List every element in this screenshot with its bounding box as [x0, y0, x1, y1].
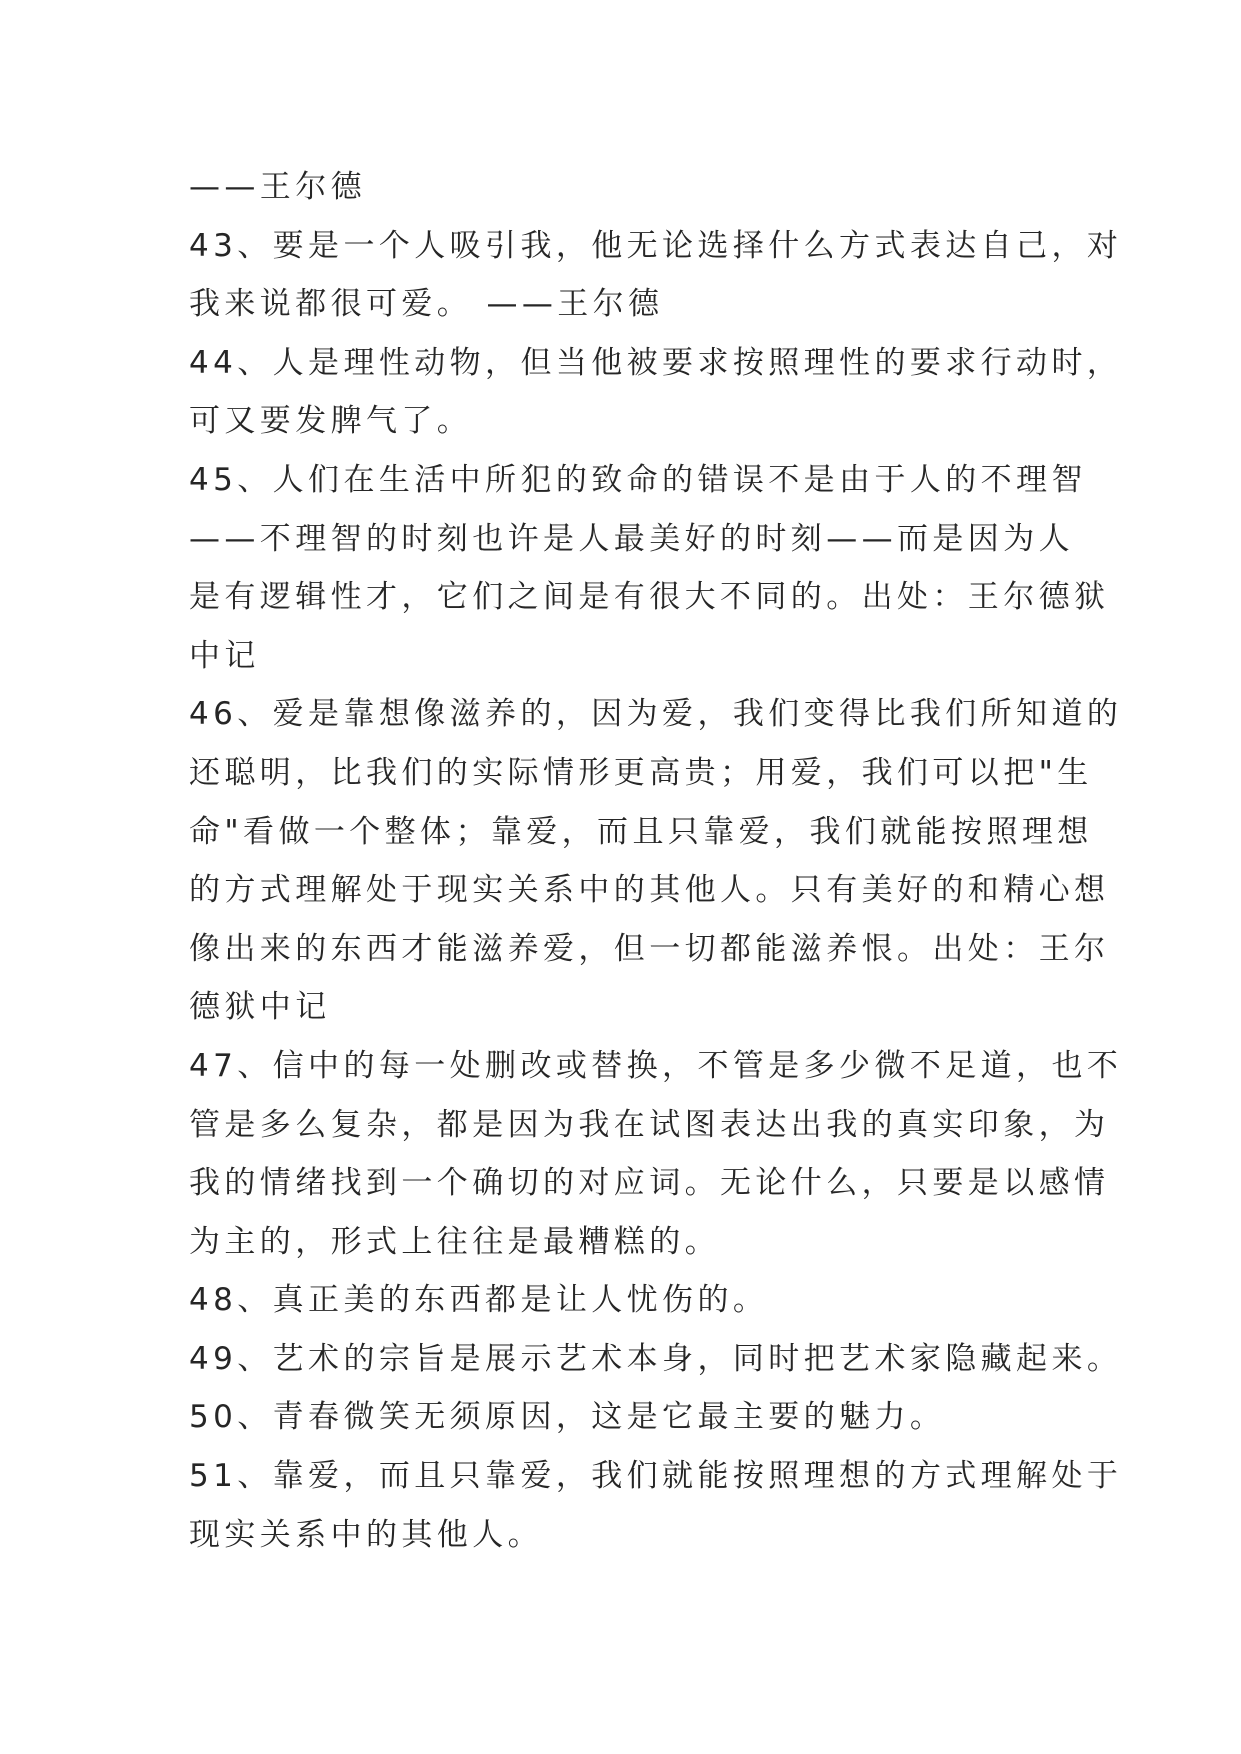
text-line-quote-46: 46、爱是靠想像滋养的，因为爱，我们变得比我们所知道的: [189, 696, 1123, 733]
text-line-attribution: ——王尔德: [189, 169, 366, 205]
text-line: 可又要发脾气了。: [189, 403, 473, 440]
text-line-quote-44: 44、人是理性动物，但当他被要求按照理性的要求行动时，: [189, 344, 1123, 381]
text-line: 德狱中记: [189, 989, 331, 1026]
text-line: 是有逻辑性才，它们之间是有很大不同的。出处：王尔德狱: [189, 579, 1110, 616]
text-line-quote-45: 45、人们在生活中所犯的致命的错误不是由于人的不理智: [189, 461, 1087, 498]
text-line: 像出来的东西才能滋养爱，但一切都能滋养恨。出处：王尔: [189, 930, 1110, 967]
text-line-quote-47: 47、信中的每一处删改或替换，不管是多少微不足道，也不: [189, 1047, 1123, 1084]
text-line: 还聪明，比我们的实际情形更高贵；用爱，我们可以把"生: [189, 754, 1093, 791]
text-line-quote-43: 43、要是一个人吸引我，他无论选择什么方式表达自己，对: [189, 227, 1123, 264]
text-line: 为主的，形式上往往是最糟糕的。: [189, 1223, 720, 1260]
text-line: 命"看做一个整体；靠爱，而且只靠爱，我们就能按照理想: [189, 813, 1093, 850]
quote-text-block: [189, 158, 1123, 1564]
text-line: ——不理智的时刻也许是人最美好的时刻——而是因为人: [189, 520, 1074, 557]
text-line-quote-49: 49、艺术的宗旨是展示艺术本身，同时把艺术家隐藏起来。: [189, 1340, 1123, 1377]
text-line-quote-51: 51、靠爱，而且只靠爱，我们就能按照理想的方式理解处于: [189, 1458, 1123, 1495]
text-line: 中记: [189, 637, 260, 674]
text-line: 我来说都很可爱。 ——王尔德: [189, 286, 664, 323]
text-line-quote-50: 50、青春微笑无须原因，这是它最主要的魅力。: [189, 1399, 946, 1436]
text-line-quote-48: 48、真正美的东西都是让人忧伤的。: [189, 1282, 769, 1319]
text-line: 的方式理解处于现实关系中的其他人。只有美好的和精心想: [189, 872, 1110, 909]
text-line: 管是多么复杂，都是因为我在试图表达出我的真实印象，为: [189, 1106, 1110, 1143]
text-line: 现实关系中的其他人。: [189, 1516, 543, 1553]
text-line: 我的情绪找到一个确切的对应词。无论什么，只要是以感情: [189, 1165, 1110, 1202]
